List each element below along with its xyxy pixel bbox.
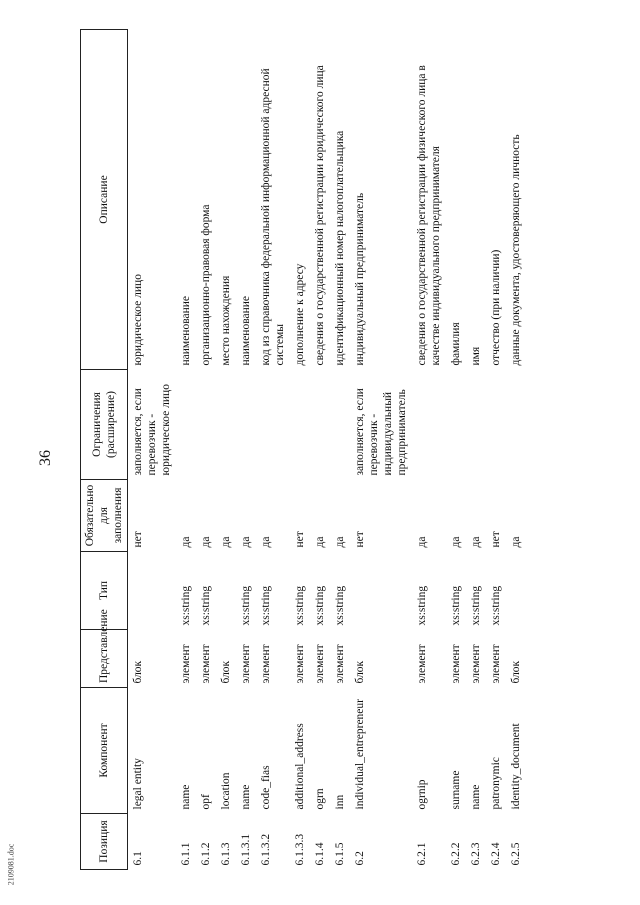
row-restrictions — [506, 370, 526, 480]
row-representation: блок — [220, 660, 232, 684]
row-type: xs:string — [260, 585, 272, 626]
row-component: identity_document — [510, 723, 522, 810]
row-representation: элемент — [240, 644, 252, 684]
row-description: данные документа, удостоверяющего личность — [510, 134, 522, 366]
row-position: 6.1.3.2 — [260, 833, 272, 866]
header-type: Тип — [81, 552, 128, 630]
table-row — [350, 30, 412, 870]
row-restrictions — [330, 370, 350, 480]
row-type: xs:string — [180, 585, 192, 626]
row-component: ogrnip — [416, 779, 428, 810]
row-component: individual_entrepreneur — [354, 699, 366, 810]
row-position: 6.1.3.3 — [294, 833, 306, 866]
row-required: да — [200, 536, 212, 548]
row-description: фамилия — [450, 322, 462, 366]
row-description: имя — [470, 346, 482, 366]
row-position: 6.1.3 — [220, 842, 232, 866]
row-representation: элемент — [470, 644, 482, 684]
row-description: сведения о государственной регистрации юридического лица — [314, 65, 326, 366]
row-position: 6.1.1 — [180, 842, 192, 866]
header-description: Описание — [81, 30, 128, 370]
header-representation: Представление — [81, 630, 128, 688]
row-component: ogrn — [314, 788, 326, 810]
row-position: 6.2.4 — [490, 842, 502, 866]
table-row — [506, 30, 526, 870]
row-restrictions — [466, 370, 486, 480]
row-description: юридическое лицо — [132, 274, 144, 366]
row-component: legal entity — [132, 758, 144, 810]
row-position: 6.1.3.1 — [240, 833, 252, 866]
row-required: да — [450, 536, 462, 548]
row-position: 6.2.1 — [416, 842, 428, 866]
table-row — [446, 30, 466, 870]
row-description: код из справочника федеральной информационной адресной системы — [260, 68, 286, 366]
row-description: место нахождения — [220, 275, 232, 366]
row-component: name — [240, 784, 252, 810]
row-representation: элемент — [450, 644, 462, 684]
row-required: да — [240, 536, 252, 548]
row-required: да — [180, 536, 192, 548]
row-component: code_fias — [260, 765, 272, 810]
table-row — [196, 30, 216, 870]
row-type: xs:string — [314, 585, 326, 626]
table-header — [81, 30, 128, 870]
row-restrictions — [290, 370, 310, 480]
row-required: да — [314, 536, 326, 548]
row-type — [128, 552, 177, 630]
row-restrictions — [196, 370, 216, 480]
row-type: xs:string — [294, 585, 306, 626]
table-row — [128, 30, 177, 870]
row-description: идентификационный номер налогоплательщика — [334, 130, 346, 366]
row-description: наименование — [240, 296, 252, 366]
row-restrictions — [486, 370, 506, 480]
table-row — [310, 30, 330, 870]
row-type: xs:string — [490, 585, 502, 626]
row-position: 6.1.5 — [334, 842, 346, 866]
row-position: 6.1.2 — [200, 842, 212, 866]
page-number: 36 — [37, 450, 54, 466]
row-representation: элемент — [416, 644, 428, 684]
table-row — [486, 30, 506, 870]
footer-document-id: 2109081.doc — [6, 843, 16, 886]
row-type — [506, 552, 526, 630]
table-row — [216, 30, 236, 870]
row-type: xs:string — [416, 585, 428, 626]
row-required: нет — [354, 531, 366, 548]
table-row — [412, 30, 446, 870]
table-row — [236, 30, 256, 870]
header-position: Позиция — [81, 814, 128, 870]
row-required: да — [260, 536, 272, 548]
row-representation: элемент — [334, 644, 346, 684]
row-restrictions — [256, 370, 290, 480]
row-description: организационно-правовая форма — [200, 204, 212, 366]
row-restrictions: заполняется, если перевозчик - юридическое лицо — [132, 384, 172, 476]
row-description: индивидуальный предприниматель — [354, 192, 366, 366]
row-restrictions — [176, 370, 196, 480]
row-component: surname — [450, 770, 462, 810]
row-required: нет — [294, 531, 306, 548]
row-representation: элемент — [294, 644, 306, 684]
row-representation: блок — [510, 660, 522, 684]
row-component: patronymic — [490, 757, 502, 810]
row-type: xs:string — [450, 585, 462, 626]
row-position: 6.2.2 — [450, 842, 462, 866]
row-restrictions — [412, 370, 446, 480]
row-representation: блок — [354, 660, 366, 684]
row-description: дополнение к адресу — [294, 263, 306, 366]
table-row — [466, 30, 486, 870]
row-representation: блок — [132, 660, 144, 684]
row-restrictions — [310, 370, 330, 480]
row-position: 6.2 — [354, 851, 366, 866]
row-required: да — [416, 536, 428, 548]
row-restrictions: заполняется, если перевозчик - индивидуальный предприниматель — [354, 388, 408, 476]
rotated-table-sheet — [80, 30, 560, 870]
row-representation: элемент — [260, 644, 272, 684]
row-type: xs:string — [470, 585, 482, 626]
row-description: сведения о государственной регистрации физического лица в качестве индивидуального предпринимателя — [416, 65, 442, 366]
row-restrictions — [446, 370, 466, 480]
row-required: да — [220, 536, 232, 548]
row-type: xs:string — [200, 585, 212, 626]
table-row — [176, 30, 196, 870]
row-required: нет — [132, 531, 144, 548]
header-component: Компонент — [81, 688, 128, 814]
row-type: xs:string — [240, 585, 252, 626]
row-representation: элемент — [314, 644, 326, 684]
row-type — [350, 552, 412, 630]
table-body — [128, 30, 527, 870]
row-component: opf — [200, 794, 212, 810]
header-required: Обязательно для заполнения — [81, 480, 128, 552]
row-representation: элемент — [200, 644, 212, 684]
row-type: xs:string — [334, 585, 346, 626]
row-representation: элемент — [490, 644, 502, 684]
row-required: да — [470, 536, 482, 548]
row-position: 6.1.4 — [314, 842, 326, 866]
row-required: да — [510, 536, 522, 548]
row-component: inn — [334, 794, 346, 810]
row-component: name — [180, 784, 192, 810]
row-position: 6.1 — [132, 851, 144, 866]
row-restrictions — [216, 370, 236, 480]
table-row — [330, 30, 350, 870]
table-row — [290, 30, 310, 870]
row-position: 6.2.5 — [510, 842, 522, 866]
row-required: нет — [490, 531, 502, 548]
row-restrictions — [236, 370, 256, 480]
table-row — [256, 30, 290, 870]
spec-table — [80, 29, 526, 870]
row-description: наименование — [180, 296, 192, 366]
header-restrictions: Ограничения (расширение) — [81, 370, 128, 480]
row-representation: элемент — [180, 644, 192, 684]
row-component: name — [470, 784, 482, 810]
row-required: да — [334, 536, 346, 548]
row-position: 6.2.3 — [470, 842, 482, 866]
row-component: location — [220, 772, 232, 810]
row-description: отчество (при наличии) — [490, 249, 502, 366]
row-type — [216, 552, 236, 630]
row-component: additional_address — [294, 723, 306, 810]
